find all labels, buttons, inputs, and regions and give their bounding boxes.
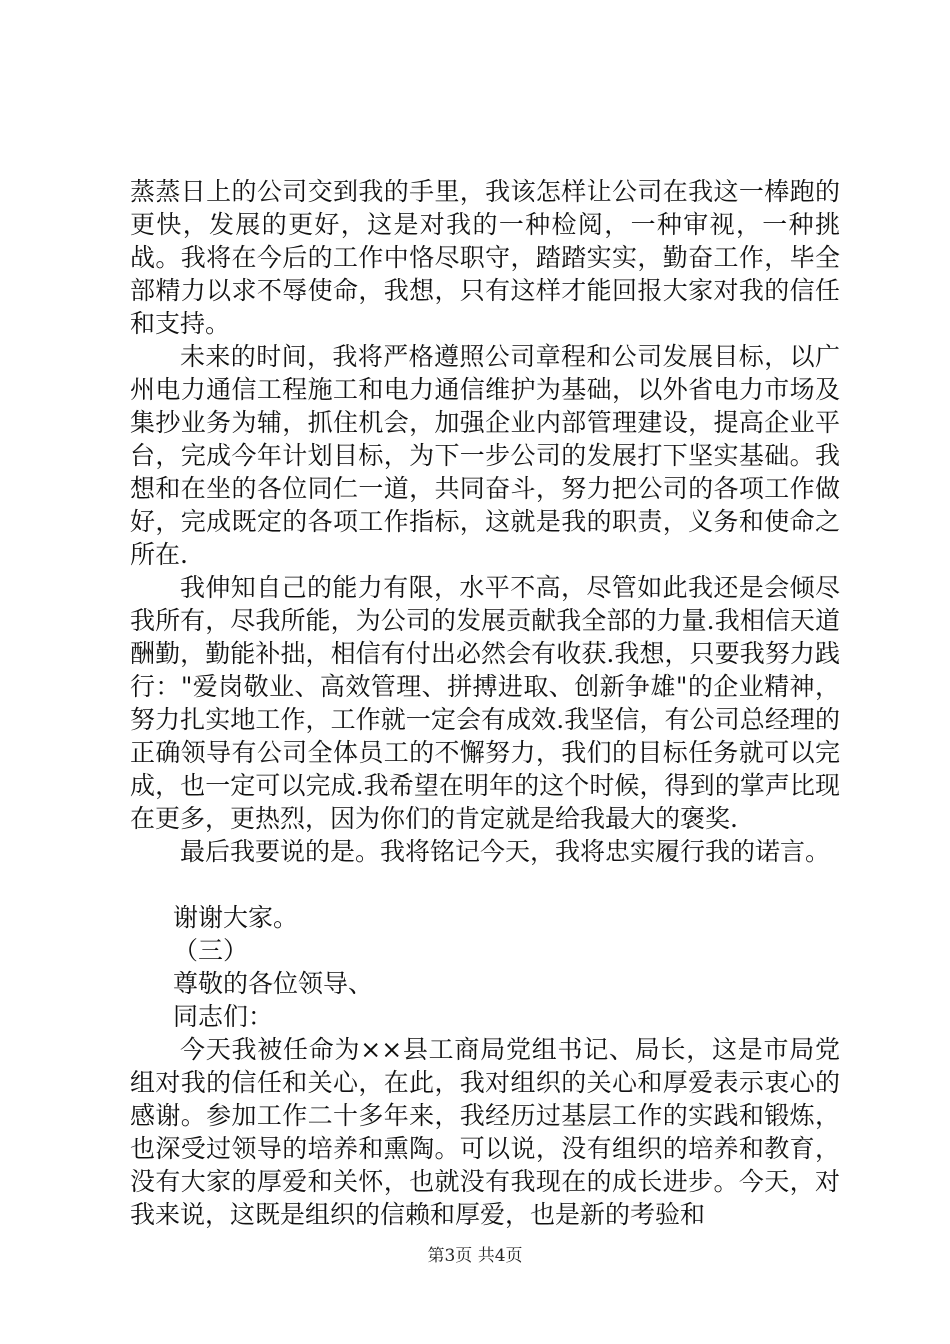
- blank-line: [130, 868, 840, 901]
- paragraph-final-words: 最后我要说的是。我将铭记今天，我将忠实履行我的诺言。: [180, 837, 831, 866]
- paragraph-commitment: 我伸知自己的能力有限，水平不高，尽管如此我还是会倾尽我所有，尽我所能，为公司的发展贡献我全部的力量.我相信天道酬勤，勤能补拙，相信有付出必然会有收获.我想，只要我努力践行："爱岗敬业、高效管理、拼搏进取、创新争雄"的企业精神，努力扎实地工作，工作就一定会有成效.我坚信，有公司总经理的正确领导有公司全体员工的不懈努力，我们的目标任务就可以完成，也一定可以完成.我希望在明年的这个时候，得到的掌声比现在更多，更热烈，因为你们的肯定就是给我最大的褒奖.: [130, 573, 840, 833]
- paragraph-appointment: 今天我被任命为××县工商局党组书记、局长，这是市局党组对我的信任和关心，在此，我对组织的关心和厚爱表示衷心的感谢。参加工作二十多年来，我经历过基层工作的实践和锻炼，也深受过领导的培养和熏陶。可以说，没有组织的培养和教育，没有大家的厚爱和关怀，也就没有我现在的成长进步。今天，对我来说，这既是组织的信赖和厚爱，也是新的考验和: [130, 1035, 840, 1229]
- closing-thanks: 谢谢大家。: [173, 903, 299, 932]
- page-number-footer: 第3页 共4页: [427, 1246, 523, 1266]
- salutation-leaders: 尊敬的各位领导、: [173, 969, 374, 998]
- salutation-comrades: 同志们：: [173, 1002, 274, 1031]
- paragraph-future-plans: 未来的时间，我将严格遵照公司章程和公司发展目标，以广州电力通信工程施工和电力通信维护为基础，以外省电力市场及集抄业务为辅，抓住机会，加强企业内部管理建设，提高企业平台，完成今年计划目标，为下一步公司的发展打下坚实基础。我想和在坐的各位同仁一道，共同奋斗，努力把公司的各项工作做好，完成既定的各项工作指标，这就是我的职责，义务和使命之所在.: [130, 342, 840, 569]
- section-marker: （三）: [173, 936, 249, 965]
- document-body: [130, 175, 840, 1231]
- paragraph-continuation: 蒸蒸日上的公司交到我的手里，我该怎样让公司在我这一棒跑的更快，发展的更好，这是对我的一种检阅，一种审视，一种挑战。我将在今后的工作中恪尽职守，踏踏实实，勤奋工作，毕全部精力以求不辱使命，我想，只有这样才能回报大家对我的信任和支持。: [130, 177, 840, 338]
